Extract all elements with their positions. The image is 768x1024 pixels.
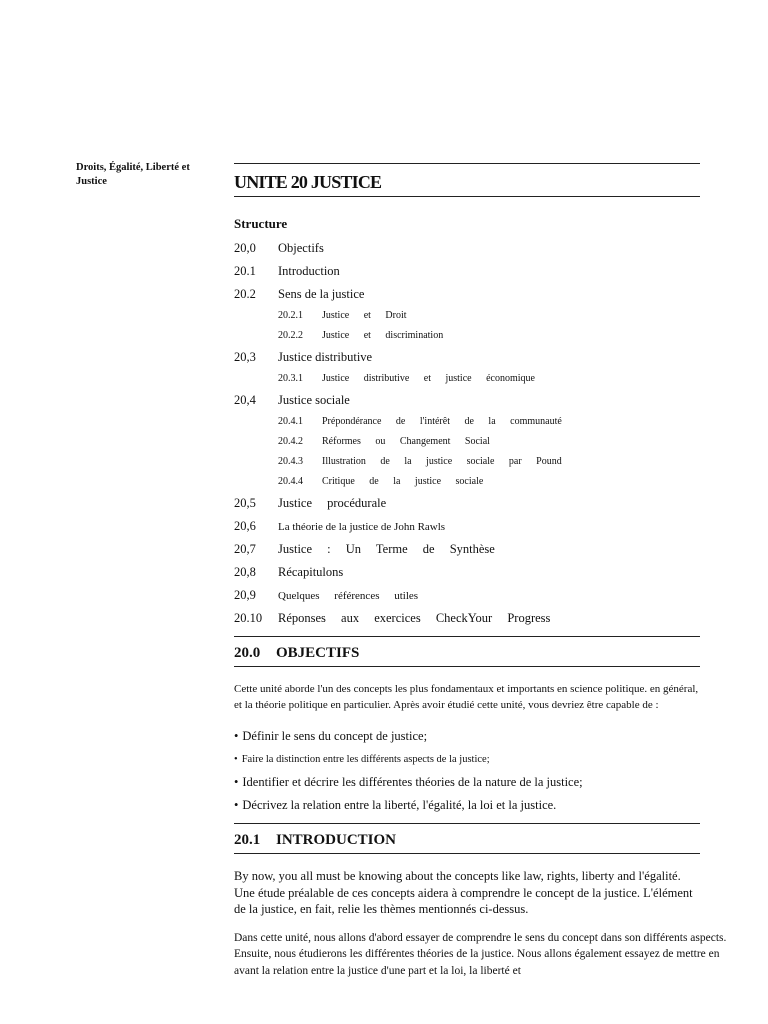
toc-number: 20.3.1 [278,373,303,384]
divider [234,196,700,197]
section-title: OBJECTIFS [276,645,360,661]
toc-number: 20,9 [234,588,256,602]
toc-title: Justice : Un Terme de Synthèse [278,542,495,556]
bullet-icon: • [234,754,238,765]
toc-subentry [234,310,700,330]
toc-title: Prépondérance de l'intérêt de la communauté [322,416,562,427]
toc-number: 20,8 [234,565,256,579]
introduction-heading [234,824,700,853]
toc-title: Justice distributive et justice économique [322,373,535,384]
bullet-icon: • [234,775,239,789]
toc-title: Justice distributive [278,350,373,364]
toc-title: Objectifs [278,241,324,255]
toc-number: 20,5 [234,496,256,510]
toc-entry [234,393,700,416]
main-content [234,163,727,979]
introduction-paragraph: Dans cette unité, nous allons d'abord essayer de comprendre le sens du concept dans son différents aspects. Ensuite, nous étudierons les différentes théories de la justice. Nous allons également essayez de mettre en avant la relation entre la justice d'une part et la loi, la liberté et [234,931,727,977]
toc-number: 20.10 [234,611,263,625]
section-number: 20.0 [234,645,261,661]
toc-title: La théorie de la justice de John Rawls [278,521,446,533]
toc-title: Justice sociale [278,393,350,407]
toc-subentry [234,330,700,350]
running-header: Droits, Égalité, Liberté et Justice [76,162,190,187]
toc-entry [234,588,700,611]
toc-title: Justice procédurale [278,496,387,510]
toc-title: Sens de la justice [278,287,365,301]
toc-entry [234,542,700,565]
toc-number: 20.4.4 [278,476,303,487]
toc-number: 20.1 [234,264,256,278]
toc-number: 20,7 [234,542,256,556]
list-item: • Identifier et décrire les différentes théories de la nature de la justice; [234,775,583,789]
toc-title: Critique de la justice sociale [322,476,484,487]
toc-number: 20.4.2 [278,436,303,447]
list-item: • Faire la distinction entre les différents aspects de la justice; [234,754,490,765]
unit-title: UNITE 20 JUSTICE [234,172,382,192]
objectifs-heading [234,637,700,666]
toc-subentry [234,456,700,476]
toc-number: 20.2.1 [278,310,303,321]
toc-entry [234,519,700,542]
toc-number: 20.4.1 [278,416,303,427]
toc-number: 20.4.3 [278,456,303,467]
toc-subentry [234,476,700,496]
toc-title: Introduction [278,264,340,278]
toc-entry [234,264,700,287]
bullet-icon: • [234,798,239,812]
objectifs-intro: Cette unité aborde l'un des concepts les plus fondamentaux et importants en science politique. en général, et la théorie politique en particulier. Après avoir étudié cette unité, vous devriez être capable de : [234,683,699,711]
toc-title: Réformes ou Changement Social [322,436,490,447]
structure-label: Structure [234,216,288,231]
toc-title: Récapitulons [278,565,344,579]
toc-subentry [234,436,700,456]
toc-number: 20,6 [234,519,256,533]
toc-title: Justice et discrimination [322,330,444,341]
toc-number: 20.2 [234,287,256,301]
toc-title: Justice et Droit [322,310,407,321]
toc-entry [234,611,700,634]
toc-title: Illustration de la justice sociale par Pound [322,456,562,467]
toc-entry [234,241,700,264]
toc-entry [234,565,700,588]
toc-number: 20,4 [234,393,256,407]
introduction-paragraph: By now, you all must be knowing about the concepts like law, rights, liberty and l'égalité. Une étude préalable de ces concepts aidera à comprendre le concept de la justice. L'élément de la justice, en fait, relie les thèmes mentionnés ci-dessus. [234,869,693,916]
list-item: • Décrivez la relation entre la liberté, l'égalité, la loi et la justice. [234,798,557,812]
toc-number: 20.2.2 [278,330,303,341]
divider [234,666,700,667]
toc-number: 20,3 [234,350,256,364]
section-title: INTRODUCTION [276,832,397,848]
toc-subentry [234,373,700,393]
divider [234,853,700,854]
toc-subentry [234,416,700,436]
toc-entry [234,350,700,373]
toc-title: Quelques références utiles [278,590,419,602]
list-item: • Définir le sens du concept de justice; [234,729,428,743]
toc-title: Réponses aux exercices CheckYour Progress [278,611,551,625]
toc-entry [234,496,700,519]
section-number: 20.1 [234,832,261,848]
table-of-contents [234,241,700,634]
toc-entry [234,287,700,310]
toc-number: 20,0 [234,241,256,255]
objectives-list [234,725,700,817]
bullet-icon: • [234,729,239,743]
